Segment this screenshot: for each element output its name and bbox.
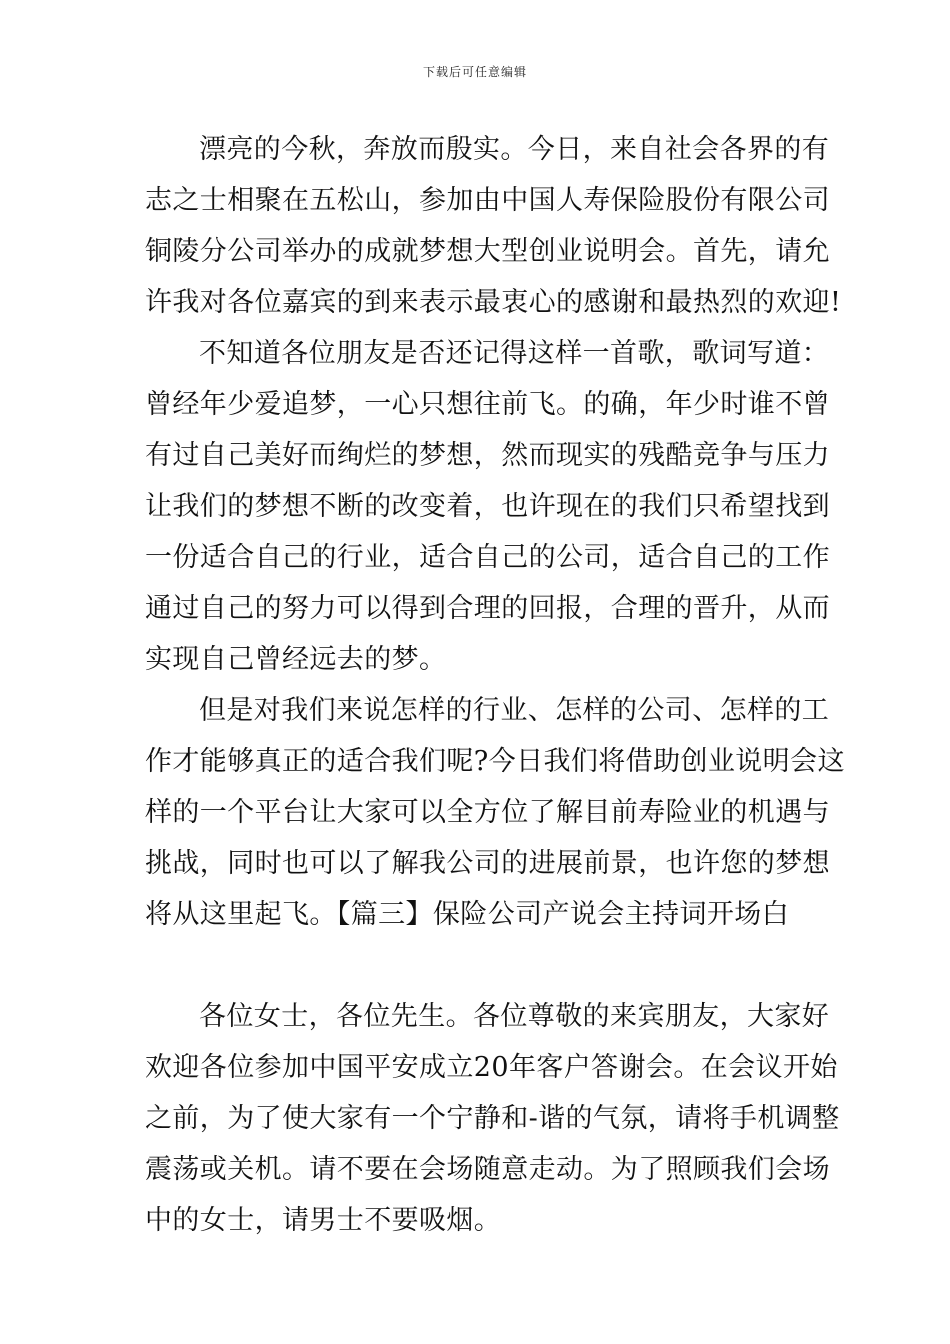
paragraph-3-line-1: 但是对我们来说怎样的行业、怎样的公司、怎样的工 (199, 695, 830, 726)
paragraph-4-line-2: 欢迎各位参加中国平安成立20年客户答谢会。在会议开始 (145, 1052, 838, 1083)
paragraph-4-line-5: 中的女士，请男士不要吸烟。 (145, 1205, 502, 1236)
page-header: 下载后可任意编辑 (422, 65, 527, 79)
paragraph-2-line-3: 有过自己美好而绚烂的梦想，然而现实的残酷竞争与压力 (145, 440, 830, 471)
paragraph-2-line-6: 通过自己的努力可以得到合理的回报，合理的晋升，从而 (145, 593, 830, 624)
paragraph-3-line-3: 样的一个平台让大家可以全方位了解目前寿险业的机遇与 (145, 797, 830, 828)
section-spacer (145, 940, 807, 991)
paragraph-2-line-7: 实现自己曾经远去的梦。 (145, 644, 447, 675)
paragraph-1-line-1: 漂亮的今秋，奔放而殷实。今日，来自社会各界的有 (199, 134, 830, 165)
paragraph-1-line-3: 铜陵分公司举办的成就梦想大型创业说明会。首先，请允 (145, 236, 830, 267)
paragraph-2-line-1: 不知道各位朋友是否还记得这样一首歌，歌词写道： (199, 338, 830, 369)
paragraph-3-line-4: 挑战，同时也可以了解我公司的进展前景，也许您的梦想 (145, 848, 830, 879)
paragraph-1-line-4: 许我对各位嘉宾的到来表示最衷心的感谢和最热烈的欢迎! (145, 287, 842, 318)
paragraph-3-line-5: 将从这里起飞。【篇三】保险公司产说会主持词开场白 (145, 899, 790, 930)
paragraph-2-line-5: 一份适合自己的行业，适合自己的公司，适合自己的工作 (145, 542, 830, 573)
paragraph-2-line-2: 曾经年少爱追梦，一心只想往前飞。的确，年少时谁不曾 (145, 389, 830, 420)
paragraph-2-line-4: 让我们的梦想不断的改变着，也许现在的我们只希望找到 (145, 491, 830, 522)
paragraph-1-line-2: 志之士相聚在五松山，参加由中国人寿保险股份有限公司 (145, 185, 830, 216)
paragraph-4-line-3: 之前，为了使大家有一个宁静和-谐的气氛，请将手机调整 (145, 1103, 840, 1134)
paragraph-4-line-1: 各位女士，各位先生。各位尊敬的来宾朋友，大家好 (199, 1001, 830, 1032)
paragraph-4-line-4: 震荡或关机。请不要在会场随意走动。为了照顾我们会场 (145, 1154, 830, 1185)
document-body (145, 124, 845, 1246)
paragraph-3-line-2: 作才能够真正的适合我们呢?今日我们将借助创业说明会这 (145, 746, 845, 777)
